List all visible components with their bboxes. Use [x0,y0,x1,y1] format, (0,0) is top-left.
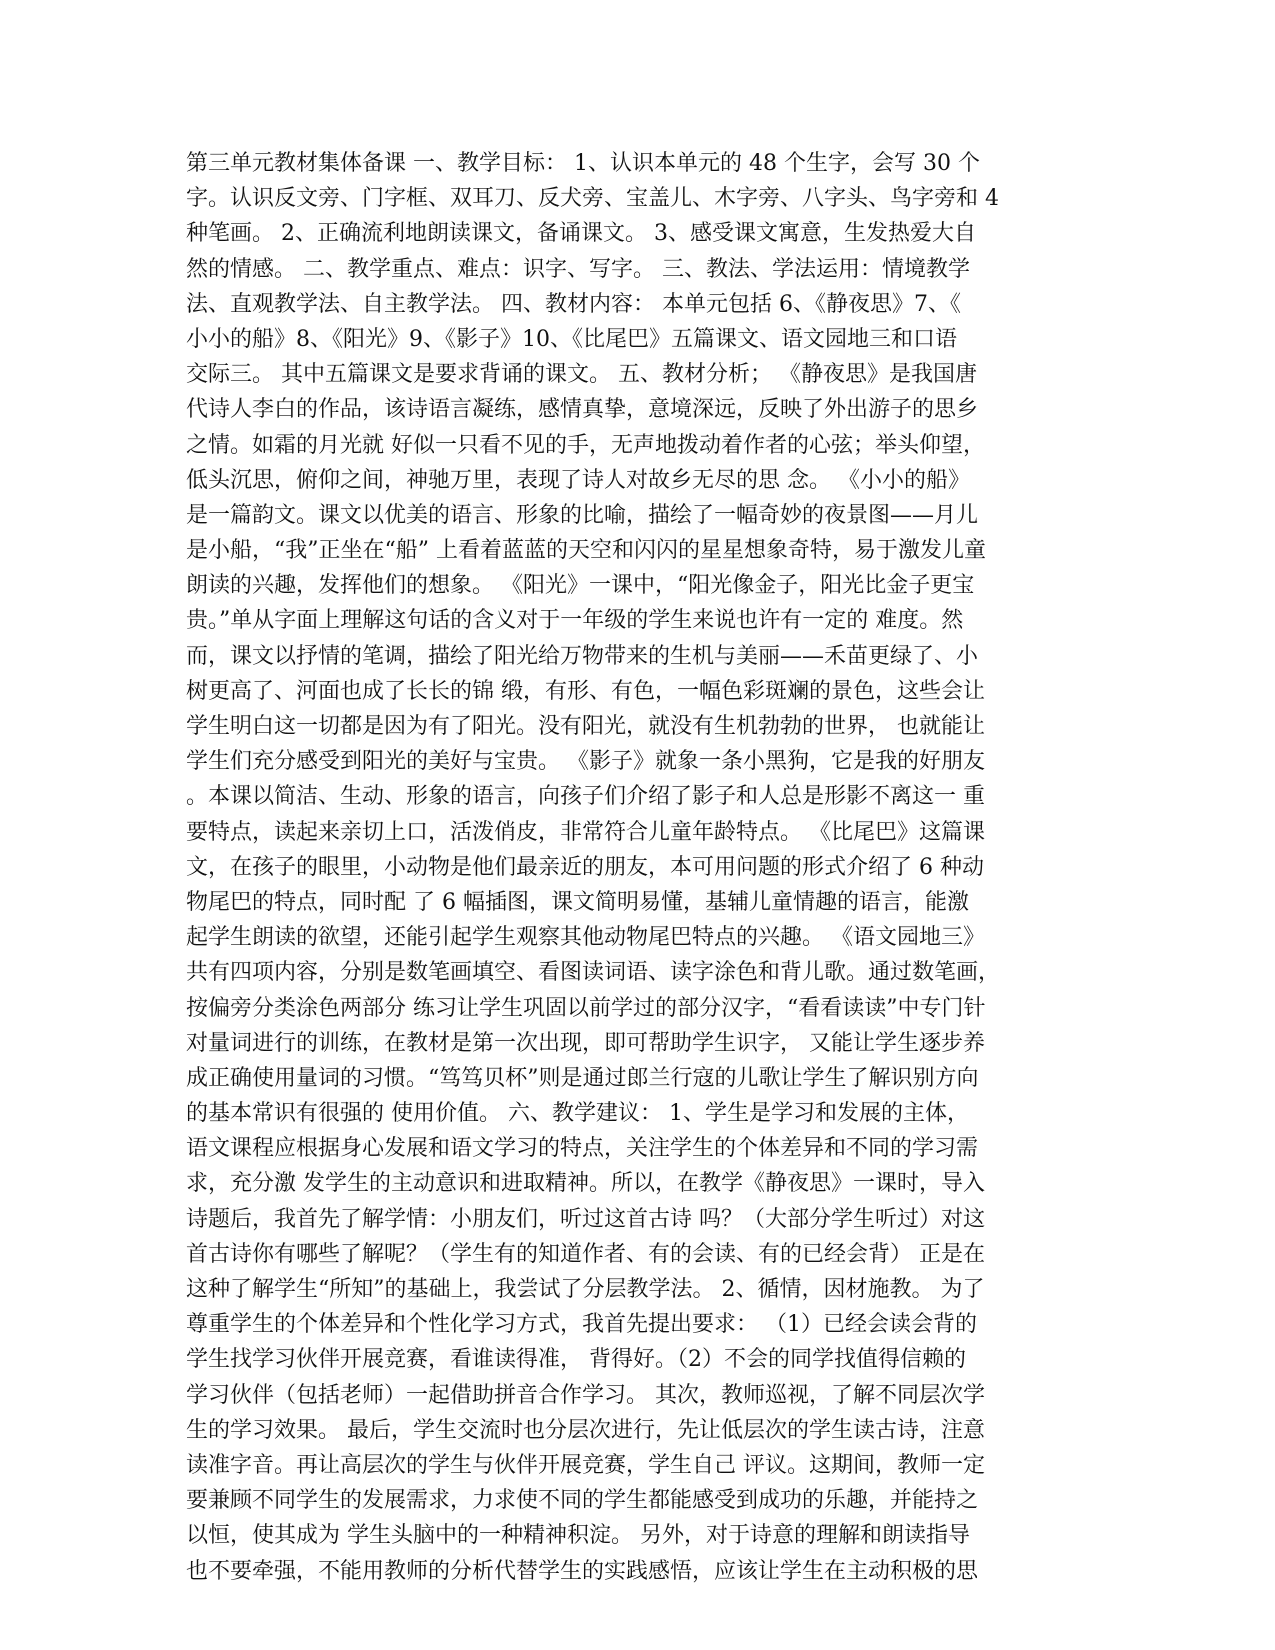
text-line: 以恒，使其成为 学生头脑中的一种精神积淀。 另外，对于诗意的理解和朗读指导 [186,1523,970,1549]
text-line: 学生们充分感受到阳光的美好与宝贵。 《影子》就象一条小黑狗，它是我的好朋友 [186,749,985,775]
text-line: 学习伙伴（包括老师）一起借助拼音合作学习。 其次，教师巡视，了解不同层次学 [186,1382,985,1408]
text-line: 诗题后，我首先了解学情：小朋友们，听过这首古诗 吗？（大部分学生听过）对这 [186,1206,985,1232]
text-line: 代诗人李白的作品，该诗语言凝练，感情真挚，意境深远，反映了外出游子的思乡 [186,397,979,423]
text-line: 是一篇韵文。课文以优美的语言、形象的比喻，描绘了一幅奇妙的夜景图——月儿 [186,502,979,528]
text-line: 共有四项内容，分别是数笔画填空、看图读词语、读字涂色和背儿歌。通过数笔画， [186,960,1001,986]
text-line: 然的情感。 二、教学重点、难点：识字、写字。 三、教法、学法运用：情境教学 [186,256,970,282]
text-line: 第三单元教材集体备课 一、教学目标： 1、认识本单元的 48 个生字，会写 30 个 [186,151,980,176]
text-line: 生的学习效果。 最后，学生交流时也分层次进行，先让低层次的学生读古诗，注意 [186,1417,985,1443]
text-line: 成正确使用量词的习惯。“笃笃贝杯”则是通过郎兰行寇的儿歌让学生了解识别方向 [186,1065,979,1091]
text-line: 交际三。 其中五篇课文是要求背诵的课文。 五、教材分析； 《静夜思》是我国唐 [186,362,977,388]
text-line: 朗读的兴趣，发挥他们的想象。 《阳光》一课中，“阳光像金子，阳光比金子更宝 [186,573,975,599]
text-line: 读准字音。再让高层次的学生与伙伴开展竞赛，学生自己 评议。这期间，教师一定 [186,1452,985,1478]
text-line: 学生明白这一切都是因为有了阳光。没有阳光，就没有生机勃勃的世界， 也就能让 [186,714,985,739]
text-line: 字。认识反文旁、门字框、双耳刀、反犬旁、宝盖儿、木字旁、八字头、鸟字旁和 4 [186,186,999,212]
text-line: 低头沉思，俯仰之间，神驰万里，表现了诗人对故乡无尽的思 念。 《小小的船》 [186,467,970,493]
text-line: 之情。如霜的月光就 好似一只看不见的手，无声地拨动着作者的心弦；举头仰望， [186,432,985,458]
text-line: 是小船，“我”正坐在“船” 上看着蓝蓝的天空和闪闪的星星想象奇特，易于激发儿童 [186,538,986,564]
text-line: 求，充分激 发学生的主动意识和进取精神。所以，在教学《静夜思》一课时，导入 [186,1171,985,1197]
text-line: 也不要牵强，不能用教师的分析代替学生的实践感悟，应该让学生在主动积极的思 [186,1558,979,1584]
text-line: 贵。”单从字面上理解这句话的含义对于一年级的学生来说也许有一定的 难度。然 [186,608,964,634]
text-line: 这种了解学生“所知”的基础上，我尝试了分层教学法。 2、循情，因材施教。 为了 [186,1277,985,1302]
text-line: 对量词进行的训练，在教材是第一次出现，即可帮助学生识字， 又能让学生逐步养 [186,1030,985,1056]
text-line: 首古诗你有哪些了解呢？（学生有的知道作者、有的会读、有的已经会背） 正是在 [186,1241,985,1267]
text-line: 小小的船》8、《阳光》9、《影子》10、《比尾巴》五篇课文、语文园地三和口语 [186,326,957,352]
text-line: 的基本常识有很强的 使用价值。 六、教学建议： 1、学生是学习和发展的主体， [186,1101,969,1127]
text-line: 语文课程应根据身心发展和语文学习的特点，关注学生的个体差异和不同的学习需 [186,1136,979,1162]
text-line: 物尾巴的特点，同时配 了 6 幅插图，课文简明易懂，基辅儿童情趣的语言，能激 [186,889,969,915]
text-line: 学生找学习伙伴开展竞赛，看谁读得准， 背得好。（2）不会的同学找值得信赖的 [186,1347,966,1373]
text-line: 要兼顾不同学生的发展需求，力求使不同的学生都能感受到成功的乐趣，并能持之 [186,1488,979,1514]
text-line: 要特点，读起来亲切上口，活泼俏皮，非常符合儿童年龄特点。 《比尾巴》这篇课 [186,819,985,845]
text-line: 。本课以简洁、生动、形象的语言，向孩子们介绍了影子和人总是形影不离这一 重 [186,784,985,810]
text-line: 按偏旁分类涂色两部分 练习让学生巩固以前学过的部分汉字，“看看读读”中专门针 [186,995,986,1021]
text-line: 种笔画。 2、正确流利地朗读课文，备诵课文。 3、感受课文寓意，生发热爱大自 [186,221,976,247]
text-line: 起学生朗读的欲望，还能引起学生观察其他动物尾巴特点的兴趣。 《语文园地三》 [186,925,985,951]
text-line: 法、直观教学法、自主教学法。 四、教材内容： 本单元包括 6、《静夜思》7、《 [186,291,961,317]
text-line: 文，在孩子的眼里，小动物是他们最亲近的朋友，本可用问题的形式介绍了 6 种动 [186,854,984,880]
text-line: 而，课文以抒情的笔调，描绘了阳光给万物带来的生机与美丽——禾苗更绿了、小 [186,643,979,669]
text-line: 树更高了、河面也成了长长的锦 缎，有形、有色，一幅色彩斑斓的景色，这些会让 [186,678,985,704]
document-page [186,146,1086,1589]
text-line: 尊重学生的个体差异和个性化学习方式，我首先提出要求： （1）已经会读会背的 [186,1312,977,1338]
